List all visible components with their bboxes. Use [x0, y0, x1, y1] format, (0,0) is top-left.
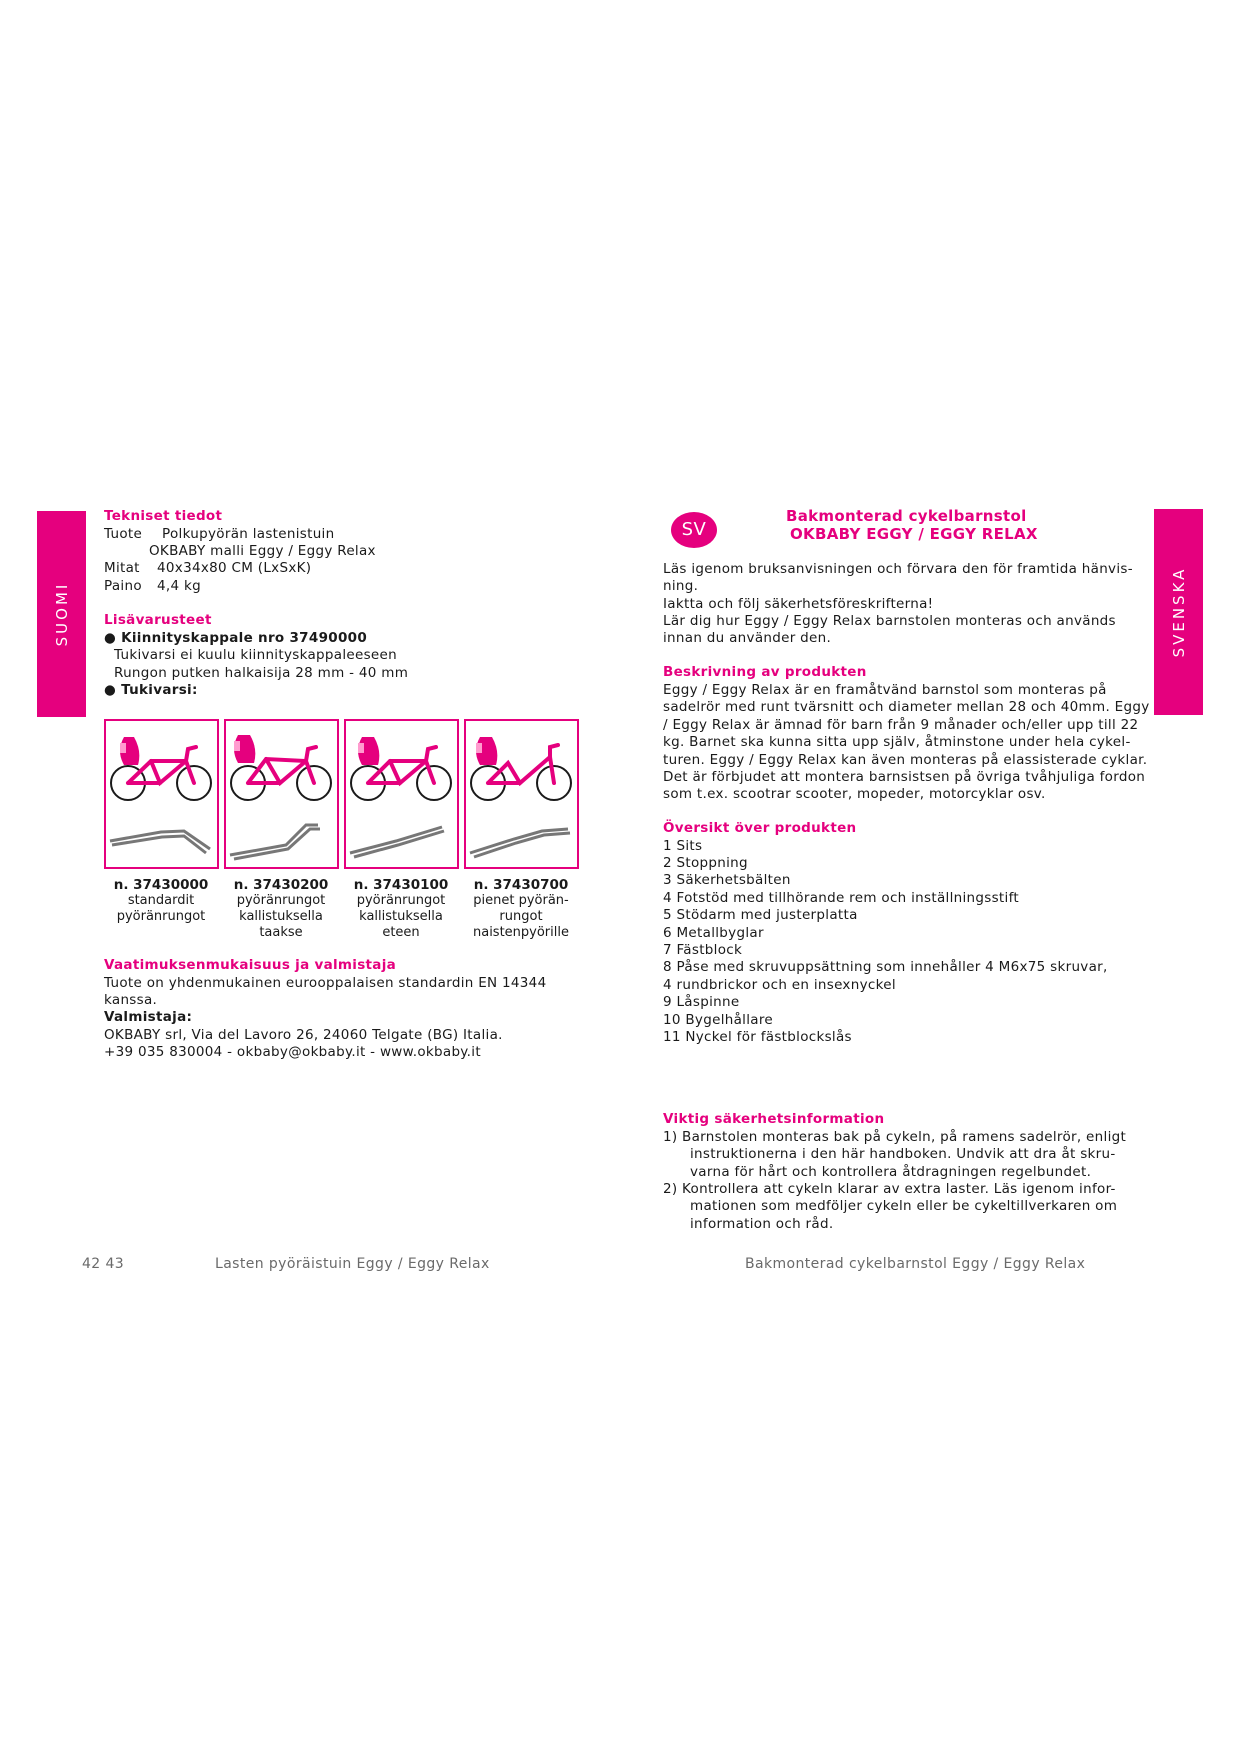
conformity-line: kanssa.: [104, 992, 158, 1008]
support-code: n. 37430100: [353, 877, 449, 893]
safety-line: instruktionerna i den här handboken. Undvik att dra åt skru-: [690, 1146, 1116, 1162]
left-footer-title: Lasten pyöräistuin Eggy / Eggy Relax: [215, 1256, 490, 1272]
overview-item: 1 Sits: [663, 838, 703, 854]
accessory-clamp-note: Tukivarsi ei kuulu kiinnityskappaleeseen: [114, 647, 397, 663]
manufacturer-label: Valmistaja:: [104, 1009, 193, 1025]
accessories-heading: Lisävarusteet: [104, 612, 212, 628]
support-desc-line: pyöränrungot: [356, 893, 446, 908]
specs-heading: Tekniset tiedot: [104, 508, 223, 524]
specs-weight-key: Paino: [104, 578, 142, 594]
safety-line: 1) Barnstolen monteras bak på cykeln, på ramens sadelrör, enligt: [663, 1129, 1127, 1145]
description-line: Eggy / Eggy Relax är en framåtvänd barnstol som monteras på: [663, 682, 1107, 698]
overview-item: 7 Fästblock: [663, 942, 743, 958]
intro-line: ning.: [663, 578, 699, 594]
accessory-clamp: ● Kiinnityskappale nro 37490000: [104, 630, 368, 646]
overview-item: 6 Metallbyglar: [663, 925, 764, 941]
suomi-tab-label: SUOMI: [52, 581, 71, 647]
bike-illustration-1: [106, 721, 217, 867]
overview-heading: Översikt över produkten: [663, 820, 857, 836]
support-desc-line: naistenpyörille: [472, 925, 569, 940]
support-code: n. 37430200: [233, 877, 329, 893]
overview-item: 10 Bygelhållare: [663, 1012, 774, 1028]
specs-product-model: OKBABY malli Eggy / Eggy Relax: [149, 543, 376, 559]
description-line: som t.ex. scootrar scooter, mopeder, motorcyklar osv.: [663, 786, 1046, 802]
safety-line: mationen som medföljer cykeln eller be cykeltillverkaren om: [690, 1198, 1118, 1214]
safety-line: information och råd.: [690, 1216, 834, 1232]
bike-illustration-2: [226, 721, 337, 867]
conformity-line: Tuote on yhdenmukainen eurooppalaisen standardin EN 14344: [104, 975, 547, 991]
support-desc-line: pienet pyörän-: [473, 893, 569, 908]
support-desc-line: standardit: [127, 893, 195, 908]
svenska-tab: [1154, 509, 1203, 715]
svenska-tab-label: SVENSKA: [1169, 566, 1188, 658]
support-caption-1: [101, 877, 221, 925]
intro-line: Lär dig hur Eggy / Eggy Relax barnstolen monteras och används: [663, 613, 1116, 629]
specs-dims-value: 40x34x80 CM (LxSxK): [157, 560, 312, 576]
support-caption-3: [341, 877, 461, 941]
support-desc-line: pyöränrungot: [236, 893, 326, 908]
overview-item: 2 Stoppning: [663, 855, 748, 871]
intro-line: Iaktta och följ säkerhetsföreskrifterna!: [663, 596, 934, 612]
support-frame-2: [224, 719, 339, 869]
specs-product-value: Polkupyörän lastenistuin: [162, 526, 335, 542]
page-subtitle: OKBABY EGGY / EGGY RELAX: [790, 525, 1038, 543]
bike-illustration-4: [466, 721, 577, 867]
overview-item: 8 Påse med skruvuppsättning som innehåller 4 M6x75 skruvar,: [663, 959, 1108, 975]
page-numbers: 42 43: [82, 1256, 125, 1272]
bike-illustration-3: [346, 721, 457, 867]
safety-heading: Viktig säkerhetsinformation: [663, 1111, 885, 1127]
right-footer-title: Bakmonterad cykelbarnstol Eggy / Eggy Relax: [745, 1256, 1086, 1272]
conformity-heading: Vaatimuksenmukaisuus ja valmistaja: [104, 957, 397, 973]
specs-weight-value: 4,4 kg: [157, 578, 201, 594]
overview-item: 9 Låspinne: [663, 994, 740, 1010]
support-desc-line: kallistuksella: [359, 909, 443, 924]
overview-item: 5 Stödarm med justerplatta: [663, 907, 858, 923]
intro-line: Läs igenom bruksanvisningen och förvara den för framtida hänvis-: [663, 561, 1133, 577]
description-line: turen. Eggy / Eggy Relax kan även monteras på elassisterade cyklar.: [663, 752, 1148, 768]
accessory-clamp-diameter: Rungon putken halkaisija 28 mm - 40 mm: [114, 665, 409, 681]
overview-item: 11 Nyckel för fästblockslås: [663, 1029, 852, 1045]
manufacturer-address: OKBABY srl, Via del Lavoro 26, 24060 Telgate (BG) Italia.: [104, 1027, 503, 1043]
description-line: / Eggy Relax är ämnad för barn från 9 månader och/eller upp till 22: [663, 717, 1139, 733]
support-caption-2: [221, 877, 341, 941]
overview-item: 4 Fotstöd med tillhörande rem och inställningsstift: [663, 890, 1019, 906]
specs-product-key: Tuote: [104, 526, 143, 542]
support-code: n. 37430000: [113, 877, 209, 893]
description-line: sadelrör med runt tvärsnitt och diameter mellan 28 och 40mm. Eggy: [663, 699, 1150, 715]
support-frame-1: [104, 719, 219, 869]
support-desc-line: pyöränrungot: [116, 909, 206, 924]
intro-line: innan du använder den.: [663, 630, 832, 646]
specs-dims-key: Mitat: [104, 560, 140, 576]
overview-item: 3 Säkerhetsbälten: [663, 872, 791, 888]
support-frame-4: [464, 719, 579, 869]
support-desc-line: taakse: [259, 925, 303, 940]
language-badge: SV: [671, 512, 717, 548]
page-title: Bakmonterad cykelbarnstol: [786, 507, 1027, 525]
suomi-tab: [37, 511, 86, 717]
support-code: n. 37430700: [473, 877, 569, 893]
description-line: Det är förbjudet att montera barnsistsen på övriga tvåhjuliga fordon: [663, 769, 1146, 785]
description-line: kg. Barnet ska kunna sitta upp själv, åtminstone under hela cykel-: [663, 734, 1131, 750]
support-desc-line: kallistuksella: [239, 909, 323, 924]
safety-line: varna för hårt och kontrollera åtdragningen regelbundet.: [690, 1164, 1092, 1180]
safety-line: 2) Kontrollera att cykeln klarar av extra laster. Läs igenom infor-: [663, 1181, 1116, 1197]
description-heading: Beskrivning av produkten: [663, 664, 867, 680]
support-frame-3: [344, 719, 459, 869]
accessory-support-arm: ● Tukivarsi:: [104, 682, 198, 698]
manufacturer-contact: +39 035 830004 - okbaby@okbaby.it - www.okbaby.it: [104, 1044, 481, 1060]
support-caption-4: [461, 877, 581, 941]
overview-item: 4 rundbrickor och en insexnyckel: [663, 977, 896, 993]
support-desc-line: eteen: [382, 925, 420, 940]
support-desc-line: rungot: [499, 909, 543, 924]
